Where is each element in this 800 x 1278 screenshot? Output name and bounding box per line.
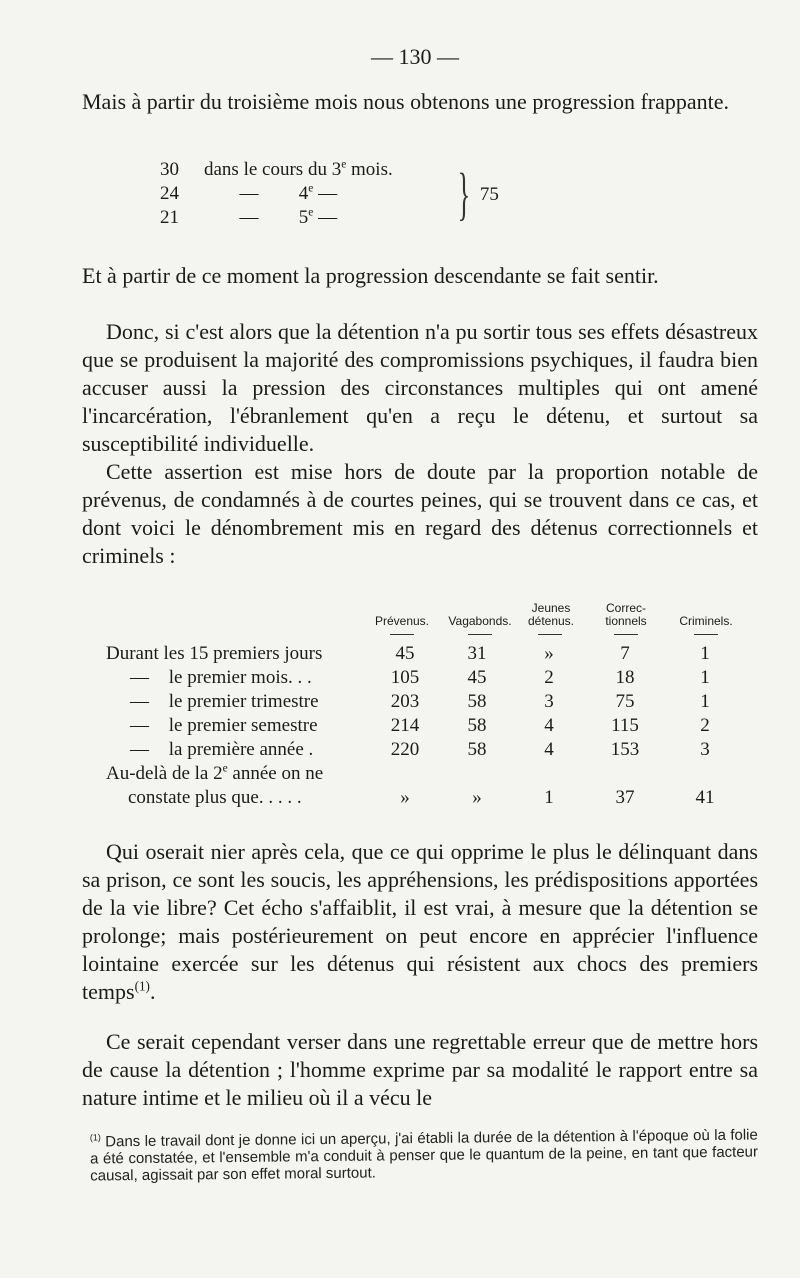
cell-correctionnels: 153 [610,739,640,760]
table-row [106,762,746,786]
header-line: Jeunes [531,601,571,615]
month-ordinal: 3 [331,159,342,180]
column-header-prevenus: Prévenus. [374,614,430,628]
month-label: — [239,183,259,204]
paragraph-body: Qui oserait nier après cela, que ce qui opprime le plus le délinquant dans sa prison, ce sont les soucis, les appréhensions, les prédispositions apportées de la vie libre? Cet écho s'affaiblit, il est vrai, à mesure que la détention se prolonge; mais postérieurement on peut encore en apprécier l'influence lointaine exercée sur les détenus qui résistent aux chocs des premiers temps [82,839,758,1004]
footnote-text: Dans le travail dont je donne ici un aperçu, j'ai établi la durée de la détention à l'époque où la folie a été constatée, et l'ensemble m'a conduit à penser que le quantum de la peine, en tant que facteur causal, agissait par son effet moral surtout. [89,1126,759,1185]
paragraph-question [82,838,758,1006]
month-suffix: — [318,207,338,228]
paragraph-end: . [149,979,156,1004]
header-rule [614,634,638,635]
cell-correctionnels: 115 [611,715,639,736]
row-dash: — [130,715,149,736]
table-row [106,690,746,714]
header-rule [468,634,492,635]
cell-prevenus: 203 [390,691,420,712]
table-row [106,738,746,762]
footnote-reference[interactable]: (1) [134,978,150,994]
cell-prevenus: » [400,787,410,808]
header-rules [106,628,746,642]
row-label: le premier semestre [168,715,318,736]
cell-vagabonds: 45 [467,667,487,688]
page-number: — 130 — [371,44,459,69]
detention-table [106,590,746,810]
cell-correctionnels: 18 [615,667,635,688]
cell-prevenus: 214 [390,715,420,736]
month-count: 21 [160,207,179,228]
month-label: — [239,207,259,228]
table-header [106,590,746,628]
footnote-mark: (1) [89,1132,101,1143]
month-ordinal: 5 [298,207,309,228]
cell-jeunes: 2 [544,667,554,688]
header-line: détenus. [527,614,575,628]
paragraph-text: Ce serait cependant verser dans une regrettable erreur que de mettre hors de cause la détention ; l'homme exprime par sa modalité le rapport entre sa nature intime et le milieu où il a vécu le [82,1029,758,1110]
table-row [106,642,746,666]
column-header-jeunes [516,602,586,628]
cell-criminels: 3 [700,739,710,760]
column-header-correctionnels [590,602,662,628]
table-row [106,666,746,690]
header-line: Correc- [605,601,646,615]
row-label [106,762,323,786]
column-header-vagabonds: Vagabonds. [448,614,512,628]
table-row [106,786,746,810]
paragraph-intro [82,88,758,116]
cell-criminels: 1 [700,691,710,712]
month-row [160,182,454,206]
month-row [160,206,454,230]
cell-criminels: 41 [695,787,715,808]
cell-criminels: 1 [700,643,710,664]
cell-correctionnels: 75 [615,691,635,712]
row-dash: — [130,667,149,688]
ordinal-suffix: e [308,182,314,195]
cell-criminels: 2 [700,715,710,736]
month-count: 24 [160,183,179,204]
cell-vagabonds: 31 [467,643,487,664]
cell-vagabonds: 58 [467,739,487,760]
row-label-part: année on ne [227,763,324,784]
row-label-part: Au-delà de la 2 [106,763,223,784]
month-ordinal: 4 [298,183,309,204]
ordinal-suffix: e [341,158,347,171]
cell-correctionnels: 37 [615,787,635,808]
cell-jeunes: 4 [544,739,554,760]
month-row [160,158,454,182]
header-rule [390,634,414,635]
cell-vagabonds: 58 [467,715,487,736]
paragraph-progression [82,262,758,290]
row-dash: — [130,691,149,712]
right-brace-icon: } [457,161,471,226]
table-row [106,714,746,738]
cell-prevenus: 220 [390,739,420,760]
header-rule [694,634,718,635]
footnote [90,1127,758,1185]
month-suffix: — [318,183,338,204]
month-label: dans le cours du [204,159,327,180]
header-line: tionnels [605,614,647,628]
month-list [160,158,499,230]
brace-total [450,158,499,230]
cell-jeunes: 4 [544,715,554,736]
months-total: 75 [479,183,499,205]
cell-jeunes: 1 [544,787,554,808]
paragraph-assertion [82,458,758,570]
paragraph-text: Donc, si c'est alors que la détention n'a pu sortir tous ses effets désastreux que se produisent la majorité des compromissions psychiques, il faudra bien accuser aussi la pression des circonstances multiples qui ont amené l'incarcération, l'ébranlement qu'en a reçu le détenu, et surtout sa susceptibilité individuelle. [82,319,758,456]
row-label: le premier mois. . . [168,667,312,688]
header-rule [538,634,562,635]
cell-prevenus: 45 [395,643,415,664]
paragraph-text [82,838,758,1006]
paragraph-text: Et à partir de ce moment la progression descendante se fait sentir. [82,263,659,288]
ordinal-suffix: e [308,206,314,219]
cell-vagabonds: » [472,787,482,808]
row-label: constate plus que. . . . . [128,787,302,808]
cell-criminels: 1 [700,667,710,688]
ordinal-suffix: e [222,762,228,775]
row-label: Durant les 15 premiers jours [106,643,323,664]
cell-prevenus: 105 [390,667,420,688]
column-header-criminels: Criminels. [679,614,733,628]
month-count: 30 [160,159,179,180]
cell-jeunes: 3 [544,691,554,712]
paragraph-donc [82,318,758,458]
paragraph-text: Cette assertion est mise hors de doute par la proportion notable de prévenus, de condamnés à de courtes peines, qui se trouvent dans ce cas, et dont voici le dénombrement mis en regard des détenus correctionnels et criminels : [82,459,758,568]
row-label: le premier trimestre [168,691,319,712]
row-dash: — [130,739,149,760]
month-suffix: mois. [351,159,393,180]
cell-vagabonds: 58 [467,691,487,712]
cell-jeunes: » [544,643,554,664]
paragraph-text: Mais à partir du troisième mois nous obtenons une progression frappante. [82,89,730,114]
row-label: la première année . [168,739,314,760]
cell-correctionnels: 7 [620,643,630,664]
paragraph-conclusion [82,1028,758,1112]
